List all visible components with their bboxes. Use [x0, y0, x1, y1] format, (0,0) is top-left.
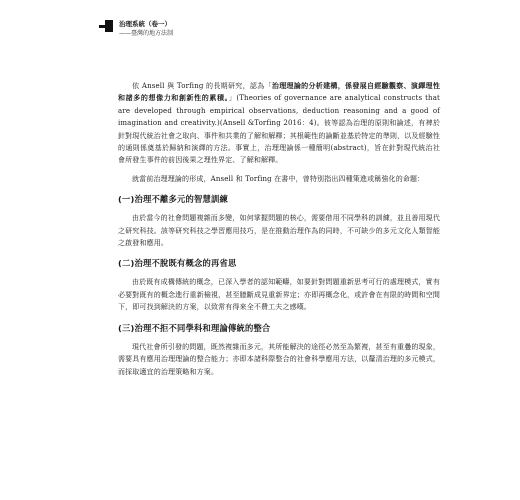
- header-marker-line: [99, 25, 111, 28]
- section-body-1: 由於當今的社會問題複雜而多變，如何掌握問題的核心，需要借用不同學科的訓練，並且善用現代之研究科技。該等研究科技之學習應用技巧，是在推動治理作為的同時，不可缺少的多元文化人類智能之啟發和應用。: [118, 214, 440, 248]
- paragraph-intro: [118, 80, 440, 167]
- section-heading-2: (二)治理不脫既有概念的再省思: [118, 258, 237, 269]
- header-subtitle: ——臺灣的地方法制: [119, 30, 174, 37]
- intro-text-start: 依 Ansell 與 Torfing 的長期研究，認為「: [132, 82, 272, 90]
- paragraph-propositions: 就當前治理理論的形成，Ansell 和 Torfing 在書中，曾特別指出四種策進或稱強化的命題：: [132, 174, 425, 183]
- header-title: 治理系統（卷一）: [119, 20, 171, 28]
- section-body-3: 現代社會所引發的問題，既然複雜而多元，其所能解決的途徑必然至為繁複，甚至有重疊的現象，需要具有應用治理理論的整合能力；亦即本諸科際整合的社會科學應用方法，以釐清治理的多元模式，而採取適宜的治理策略和方案。: [118, 342, 440, 376]
- section-heading-3: (三)治理不拒不同學科和理論傳統的整合: [118, 322, 271, 333]
- section-heading-1: (一)治理不離多元的智慧訓練: [118, 194, 228, 205]
- body-text: [118, 80, 440, 384]
- intro-quote-bold: 治理理論的分析建構，係發展自經驗觀察、演繹理性和諸多的想像力和創新性的累積。: [118, 81, 441, 103]
- intro-text-end: 」(Theories of governance are analytical constructs that are developed through empirical observations, deduction reasoning and a good of imagination and creativity.)(Ansell &Torfing 2016：4)。彼等認為治理的原則和論述，有裨於針對現代統治社會之取向、事件和共業的了解和解釋；其根範性的論斷並基於特定的準則，以及經驗性的通則係奠基於歸納和演繹的方法。事實上，治理理論係一種簡明(abstract)，旨在針對現代統治社會所發生事件的前因後果之理性界定、了解和解釋。: [118, 94, 441, 165]
- section-body-2: 由於既有成構傳統的概念，已深入學者的認知範疇，如要針對問題重新思考可行的處理模式，實有必要對既有的概念進行重新檢視，甚至臆斷成見重新界定；亦即再概念化，或許會在有限的時間和空間下，即可找到解決的方案，以致常有得來全不費工夫之感嘆。: [118, 278, 440, 312]
